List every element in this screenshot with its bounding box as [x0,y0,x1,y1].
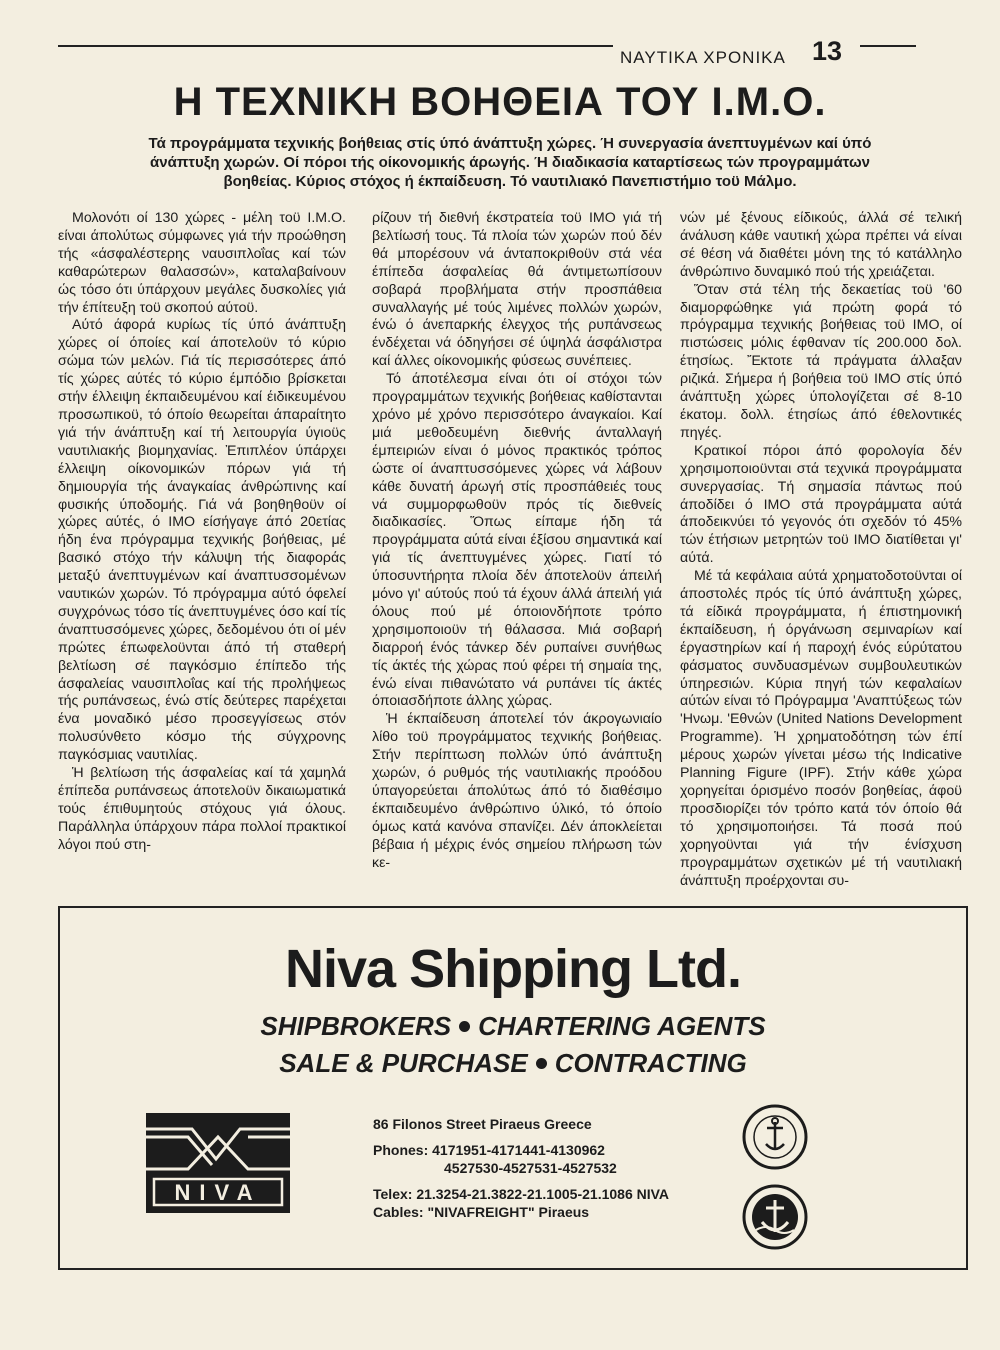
paragraph: Μολονότι οί 130 χώρες - μέλη τοϋ Ι.Μ.Ο. είναι άπολύτως σύμφωνες γιά τήν προώθηση τής «άσφαλέστερης ναυσιπλοΐας καί τών καθαρώτερων θαλασσών», καταλαβαίνουν ώς τόσο ότι ύπάρχουν μεγάλες δυσκολίες γιά τήν έπίτευξη τοϋ σκοπού αύτοϋ. [58,210,346,316]
paragraph: Αύτό άφορά κυρίως τίς ύπό άνάπτυξη χώρες οί όποίες καί άποτελοϋν τό κύριο σώμα τών μελών. Γιά τίς περισσότερες άπό τίς χώρες αύτές τό κύριο έμπόδιο βρίσκεται στήν έλλειψη έκπαιδευμένου καί έιδικευμένου προσωπικοϋ, τό όποίο θεωρείται άπαραίτητο γιά τήν άνάπτυξη καί τή λειτουργία ύγιοϋς ναυτιλιακής βιομηχανίας. Ἐπιπλέον ύπάρχει έλλειψη οίκονομικών πόρων γιά τή δημιουργία τής άναγκαίας άνθρώπινης καί φυσικής ύποδομής. Γιά νά βοηθηθοϋν οί χώρες αύτές, ό ΙΜΟ είσήγαγε άπό 20ετίας ήδη ένα πρόγραμμα τεχνικής βοήθειας, μέ βασικό στόχο τήν κάλυψη τής διαφοράς μεταξύ άνεπτυγμένων καί άναπτυσσομένων ναυτικών χωρών. Τό πρόγραμμα αύτό όφελεί συγχρόνως τόσο τίς άνεπτυγμένες όσο καί τίς άναπτυσσόμενες χώρες, δεδομένου ότι οί μέν πρώτες έπωφελοϋνται άπό τή σταθερή βελτίωση σέ παγκόσμιο έπίπεδο τής άσφαλείας ναυσιπλοΐας καί τής προλήψεως τής ρυπάνσεως, ένώ στίς δεύτερες παρέχεται ένα μοναδικό μέσο προσεγγίσεως στόν πολυσύνθετο κόσμο τής σύγχρονης παγκόσμιας ναυτιλίας. [58,317,346,764]
paragraph: Ἡ έκπαίδευση άποτελεί τόν άκρογωνιαίο λίθο τοϋ προγράμματος τεχνικής βοήθειας. Στήν περίπτωση πολλών ύπό άνάπτυξη χωρών, ό ρυθμός τής ναυτιλιακής προόδου ύπαγορεύεται άπολύτως άπό τό διαθέσιμο έκπαιδευμένο άνθρώπινο ύλικό, τό όποίο όμως κατά κανόνα σπανίζει. Δέν άποκλείεται βέβαια ή μέχρις ένός σημείου πλήρωση τών κε- [372,711,662,871]
phones-label: Phones: [373,1142,429,1158]
telex-line: Telex: 21.3254-21.3822-21.1005-21.1086 NIVA [373,1186,670,1202]
paragraph: Ἡ βελτίωση τής άσφαλείας καί τά χαμηλά έπίπεδα ρυπάνσεως άποτελοϋν δικαιωματικά τούς έπιθυμητούς στόχους γιά όλους. Παράλληλα ύπάρχουν πάρα πολλοί πρακτικοί λόγοι πού στη- [58,765,346,853]
bullet-dot-icon [459,1021,470,1032]
article-title: Η ΤΕΧΝΙΚΗ ΒΟΗΘΕΙΑ ΤΟΥ Ι.Μ.Ο. [173,80,827,124]
paragraph: Τό άποτέλεσμα είναι ότι οί στόχοι τών προγραμμάτων τεχνικής βοήθειας καθίστανται χρόνο μέ χρόνο περισσότερο άναγκαίοι. Καί μιά μεθοδευμένη διεθνής άνταλλαγή έμπειριών είναι ό μόνος πρακτικός τρόπος ώστε οί άναπτυσσόμενες χώρες νά λάβουν κάθε δυνατή άρωγή στίς προσπάθειές τους νά συμμορφωθοϋν πρός τίς διεθνείς διαδικασίες. Ὅπως είπαμε ήδη τά προγράμματα αύτά είναι έξίσου σημαντικά καί γιά τίς άνεπτυγμένες χώρες. Γιατί τό ύποσυντήρητα πλοία δέν άποτελοϋν άπειλή μόνο γι' αύτούς πού τά έχουν άλλά άπειλή γιά όλους πού μέ όποιονδήποτε τρόπο χρησιμοποιοϋν τή θάλασσα. Μιά σοβαρή διαρροή ένός τάνκερ δέν ρυπαίνει συνήθως τίς άκτές τής χώρας πού φέρει τή σημαία της, ένώ είναι πιθανώτατο νά ρυπάνει τίς άκτές όποιασδήποτε άλλης χώρας. [372,371,662,710]
section-title: ΝΑΥΤΙΚΑ ΧΡΟΝΙΚΑ [620,48,786,67]
page-number: 13 [812,36,843,66]
article-lede: Τά προγράμματα τεχνικής βοήθειας στίς ύπό άνάπτυξη χώρες. Ή συνεργασία άνεπτυγμένων καί ύπό άνάπτυξη χωρών. Οί πόροι τής οίκονομικής άρωγής. Ή διαδικασία καταρτίσεως τών προγραμμάτων βοηθείας. Κύριος στόχος ή έκπαίδευση. Τό ναυτιλιακό Πανεπιστήμιο τοϋ Μάλμο. [148,135,872,190]
phones-row-1 [373,1142,605,1158]
services-line-1 [60,1011,966,1042]
association-seal-icon [742,1104,808,1170]
service-sale-purchase: SALE & PURCHASE [279,1048,528,1078]
article-column-1 [58,210,346,890]
services-line-2 [60,1048,966,1079]
article-column-3 [680,210,962,890]
phone-numbers-1: 4171951-4171441-4130962 [432,1142,605,1158]
paragraph: Μέ τά κεφάλαια αύτά χρηματοδοτοϋνται οί άποστολές πρός τίς ύπό άνάπτυξη χώρες, τά είδικά προγράμματα, ή έπιστημονική έκπαίδευση, ή όργάνωση σεμιναρίων καί έργαστηρίων καί ή παροχή ένός εύρύτατου φάσματος συνδυασμένων συμβουλευτικών ύπηρεσιών. Κύρια πηγή τών κεφαλαίων αύτών είναι τό Πρόγραμμα 'Αναπτύξεως τών 'Ηνωμ. 'Εθνών (United Nations Development Programme). Ἡ χρηματοδότηση τών έπί μέρους χωρών γίνεται μέσω τής Indicative Planning Figure (IPF). Στήν κάθε χώρα χορηγείται όρισμένο ποσόν βοηθείας, άφοϋ προσδιορίζει τόν τρόπο κατά τόν όποίο θά τό χρησιμοποιήσει. Τά ποσά πού χορηγοϋνται γιά τήν ένίσχυση προγραμμάτων σχετικών μέ τή ναυτιλιακή άνάπτυξη προέρχονται συ- [680,568,962,889]
paragraph: Ὅταν στά τέλη τής δεκαετίας τοϋ '60 διαμορφώθηκε γιά πρώτη φορά τό πρόγραμμα τεχνικής βοήθειας τοϋ ΙΜΟ, οί πιστώσεις μόλις έφθαναν τίς 200.000 δολ. έτησίως. Ἔκτοτε τά πράγματα άλλαξαν ριζικά. Σήμερα ή βοήθεια τοϋ ΙΜΟ στίς ύπό άνάπτυξη χώρες ύπολογίζεται σέ 8-10 έκατομ. δολλ. έτησίως άπό έθελοντικές πηγές. [680,281,962,441]
service-shipbrokers: SHIPBROKERS [260,1011,452,1041]
company-address: 86 Filonos Street Piraeus Greece [373,1116,592,1132]
header-rule-left [58,45,613,47]
header-rule-right [860,45,916,47]
paragraph: Κρατικοί πόροι άπό φορολογία δέν χρησιμοποιοϋνται στά τεχνικά προγράμματα συνεργασίας. Τή σημασία πάντως πού άποδίδει ό ΙΜΟ στά προγράμματα αύτά άποδεικνύει τό γεγονός ότι σχεδόν τό 45% τών έτήσιων μετρητών τοϋ ΙΜΟ διατίθεται γι' αύτά. [680,442,962,567]
service-chartering: CHARTERING AGENTS [478,1011,766,1041]
advertisement-box [58,906,968,1270]
anchor-seal-icon [742,1184,808,1250]
bullet-dot-icon [536,1058,547,1069]
logo-text: NIVA [174,1180,262,1205]
company-name: Niva Shipping Ltd. [285,939,741,999]
paragraph: ρίζουν τή διεθνή έκστρατεία τοϋ ΙΜΟ γιά τή βελτίωσή τους. Τά πλοία τών χωρών πού δέν θά μπορέσουν νά άνταποκριθοϋν στά νέα έπίπεδα άσφαλείας θά άντιμετωπίσουν σοβαρά προβλήματα στήν προσπάθεια συναλλαγής μέ τούς λιμένες πολλών χωρών, ένώ ό άνεπαρκής έλεγχος τής ρυπάνσεως ένδέχεται νά όδηγήσει σέ ύψηλά άσφάλιστρα καί άλλες οίκονομικής φύσεως συνέπειες. [372,210,662,370]
phone-numbers-2: 4527530-4527531-4527532 [444,1160,617,1176]
niva-logo [146,1113,290,1213]
article-column-2 [372,210,662,890]
paragraph: νών μέ ξένους είδικούς, άλλά σέ τελική άνάλυση κάθε ναυτική χώρα πρέπει νά είναι σέ θέση νά διαθέτει μόνη της τό κατάλληλο άνθρώπινο δυναμικό πού τής χρειάζεται. [680,210,962,280]
cables-line: Cables: "NIVAFREIGHT" Piraeus [373,1204,590,1220]
service-contracting: CONTRACTING [554,1048,747,1078]
